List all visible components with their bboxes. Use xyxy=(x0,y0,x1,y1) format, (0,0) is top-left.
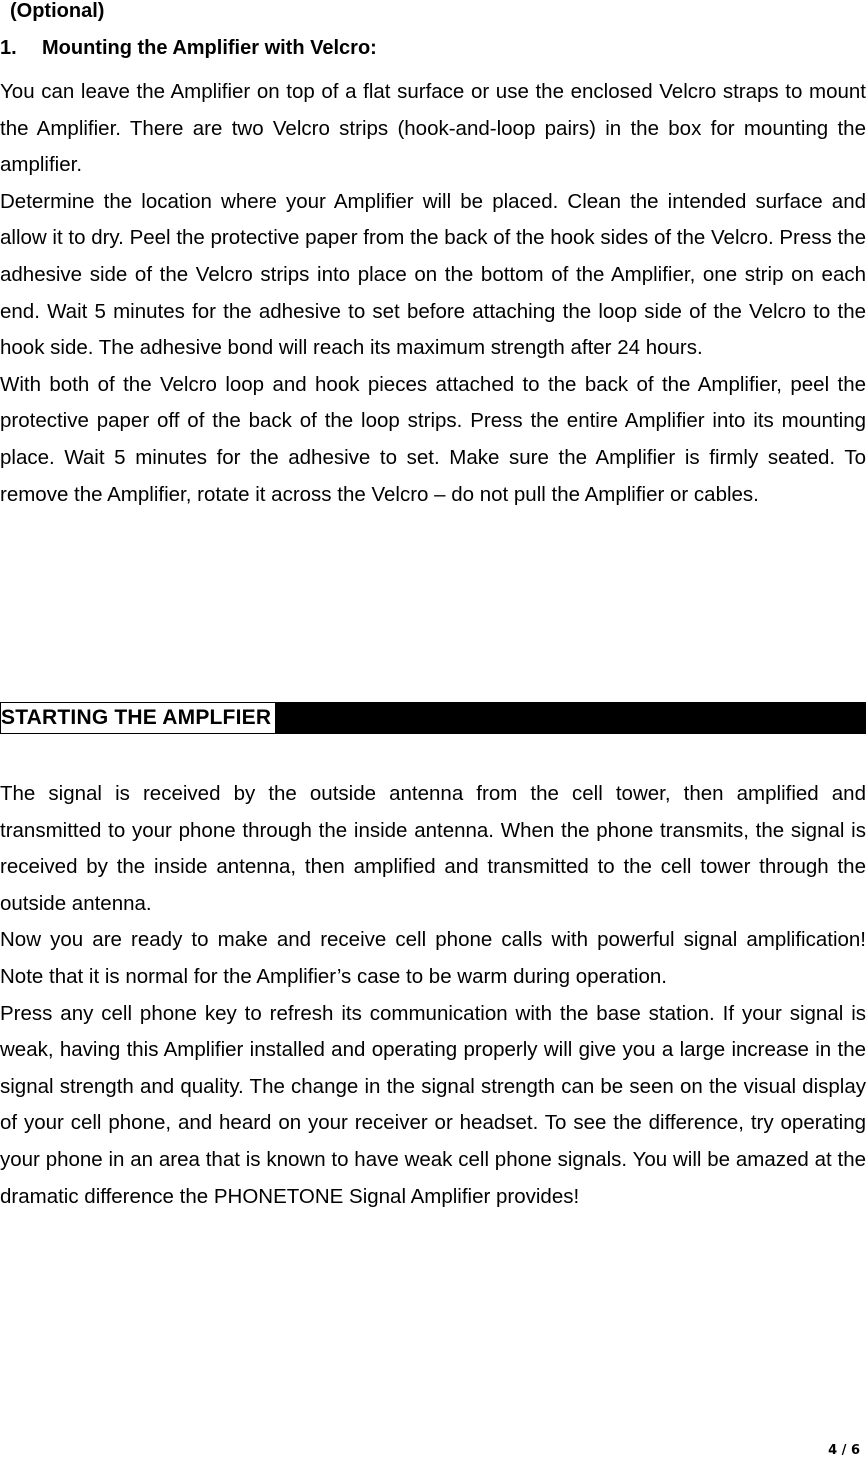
paragraph-velcro-steps: Determine the location where your Amplifier will be placed. Clean the intended surface and allow it to dry. Peel the protective paper from the back of the hook sides of the Velcro. Press the adhesive side of the Velcro strips into place on the bottom of the Amplifier, one strip on each end. Wait 5 minutes for the adhesive to set before attaching the loop side of the Velcro to the hook side. The adhesive bond will reach its maximum strength after 24 hours. xyxy=(0,189,866,360)
section-header-bar xyxy=(0,702,866,734)
optional-label: (Optional) xyxy=(10,0,105,22)
page-number: 4 / 6 xyxy=(828,1443,860,1458)
starting-instructions xyxy=(0,776,866,1215)
section-title: Mounting the Amplifier with Velcro: xyxy=(42,37,377,59)
section-header-title: STARTING THE AMPLFIER xyxy=(1,703,275,733)
paragraph-velcro-intro: You can leave the Amplifier on top of a flat surface or use the enclosed Velcro straps to mount the Amplifier. There are two Velcro strips (hook-and-loop pairs) in the box for mounting the amplifier. xyxy=(0,80,866,177)
paragraph-signal-path: The signal is received by the outside antenna from the cell tower, then amplified and transmitted to your phone through the inside antenna. When the phone transmits, the signal is received by the inside antenna, then amplified and transmitted to the cell tower through the outside antenna. xyxy=(0,782,866,915)
section-number: 1. xyxy=(0,37,17,59)
paragraph-refresh: Press any cell phone key to refresh its communication with the base station. If your signal is weak, having this Amplifier installed and operating properly will give you a large increase in the signal strength and quality. The change in the signal strength can be seen on the visual display of your cell phone, and heard on your receiver or headset. To see the difference, try operating your phone in an area that is known to have weak cell phone signals. You will be amazed at the dramatic difference the PHONETONE Signal Amplifier provides! xyxy=(0,1001,866,1208)
paragraph-velcro-attach: With both of the Velcro loop and hook pieces attached to the back of the Amplifier, peel the protective paper off of the back of the loop strips. Press the entire Amplifier into its mounting place. Wait 5 minutes for the adhesive to set. Make sure the Amplifier is firmly seated. To remove the Amplifier, rotate it across the Velcro – do not pull the Amplifier or cables. xyxy=(0,372,866,506)
mounting-instructions xyxy=(0,74,866,513)
section-heading-mounting xyxy=(0,34,377,62)
paragraph-ready: Now you are ready to make and receive cell phone calls with powerful signal amplification! Note that it is normal for the Amplifier’s case to be warm during operation. xyxy=(0,928,866,988)
